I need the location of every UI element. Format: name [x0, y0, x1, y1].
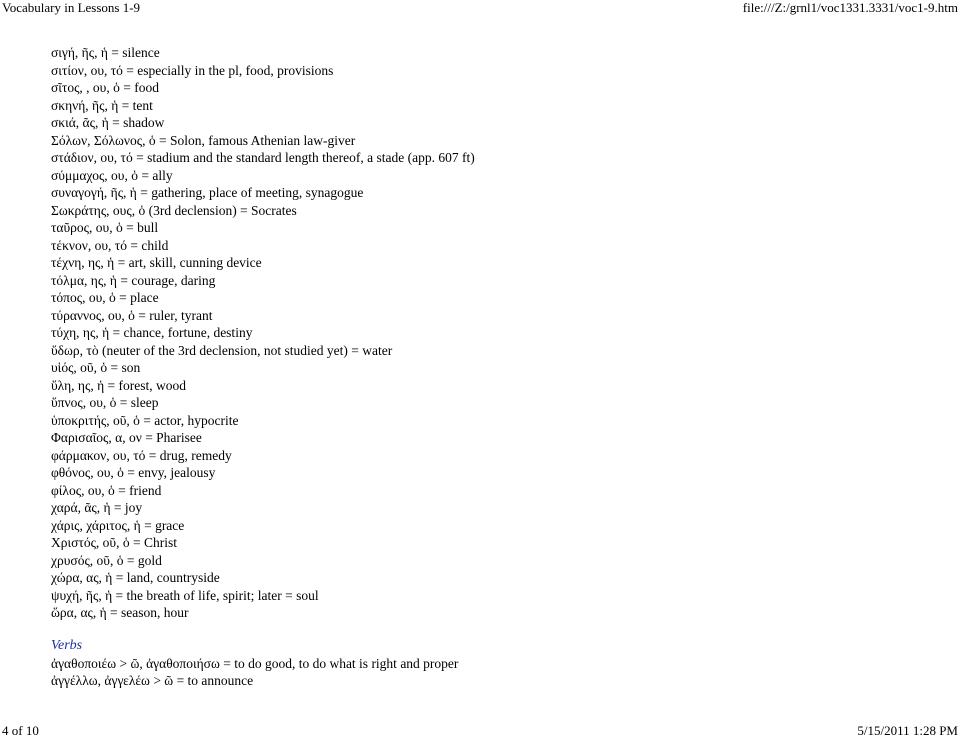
- vocab-entry: σκιά, ᾶς, ἡ = shadow: [51, 115, 165, 130]
- vocab-entry: ψυχή, ῆς, ἡ = the breath of life, spirit; later = soul: [51, 587, 319, 603]
- vocab-entry: τέχνη, ης, ἡ = art, skill, cunning device: [51, 255, 262, 270]
- vocab-entry: χάρις, χάριτος, ἡ = grace: [51, 517, 185, 533]
- vocab-entry: ὕπνος, ου, ὁ = sleep: [51, 395, 159, 410]
- vocab-entry: τέκνον, ου, τό = child: [51, 237, 169, 253]
- vocab-entry: σιτίον, ου, τό = especially in the pl, food, provisions: [51, 62, 334, 78]
- print-header: [0, 0, 960, 16]
- vocab-entry: χρυσός, οῦ, ὁ = gold: [51, 552, 162, 568]
- noun-list: [51, 44, 931, 622]
- document-url: file:///Z:/grnl1/voc1331.3331/voc1-9.htm: [742, 0, 958, 15]
- vocab-entry: Σόλων, Σόλωνος, ὁ = Solon, famous Athenian law-giver: [51, 132, 356, 148]
- print-datetime: 5/15/2011 1:28 PM: [857, 723, 958, 738]
- page-number: 4 of 10: [2, 723, 39, 738]
- vocab-entry: φθόνος, ου, ὁ = envy, jealousy: [51, 465, 216, 480]
- vocab-entry: υἱός, οῦ, ὁ = son: [51, 360, 141, 375]
- vocab-entry: τύχη, ης, ἡ = chance, fortune, destiny: [51, 325, 253, 340]
- vocab-entry: ταῦρος, ου, ὁ = bull: [51, 220, 159, 235]
- vocab-entry: Σωκράτης, ους, ὁ (3rd declension) = Socrates: [51, 202, 297, 218]
- document-title: Vocabulary in Lessons 1-9: [2, 0, 141, 15]
- vocab-entry: φίλος, ου, ὁ = friend: [51, 482, 162, 498]
- vocab-entry: συναγογή, ῆς, ἡ = gathering, place of meeting, synagogue: [51, 185, 364, 200]
- vocab-entry: σῖτος, , ου, ὁ = food: [51, 80, 159, 95]
- print-footer: [0, 722, 960, 740]
- vocab-entry: ὥρα, ας, ἡ = season, hour: [51, 605, 189, 620]
- vocab-entry: χαρά, ᾶς, ἡ = joy: [51, 500, 143, 515]
- vocab-entry: ἀγαθοποιέω > ῶ, ἀγαθοποιήσω = to do good, to do what is right and proper: [51, 655, 459, 671]
- vocab-entry: χώρα, ας, ἡ = land, countryside: [51, 570, 220, 585]
- vocab-entry: τόλμα, ης, ἡ = courage, daring: [51, 272, 216, 288]
- vocab-entry: σκηνή, ῆς, ἡ = tent: [51, 97, 153, 113]
- vocab-entry: στάδιον, ου, τό = stadium and the standard length thereof, a stade (app. 607 ft): [51, 150, 475, 165]
- vocab-entry: τύραννος, ου, ὁ = ruler, tyrant: [51, 307, 213, 323]
- vocab-entry: ἀγγέλλω, ἀγγελέω > ῶ = to announce: [51, 673, 254, 688]
- vocab-entry: σύμμαχος, ου, ὁ = ally: [51, 167, 173, 183]
- vocab-entry: ὕλη, ης, ἡ = forest, wood: [51, 377, 186, 393]
- vocab-entry: τόπος, ου, ὁ = place: [51, 290, 159, 305]
- vocab-entry: φάρμακον, ου, τό = drug, remedy: [51, 447, 232, 463]
- vocabulary-content: [51, 44, 931, 690]
- vocab-entry: ὑποκριτής, οῦ, ὁ = actor, hypocrite: [51, 412, 239, 428]
- vocab-entry: Φαρισαῖος, α, ον = Pharisee: [51, 430, 202, 445]
- vocab-entry: ὕδωρ, τὸ (neuter of the 3rd declension, not studied yet) = water: [51, 342, 393, 358]
- verb-list: [51, 655, 931, 690]
- vocab-entry: σιγή, ῆς, ἡ = silence: [51, 45, 160, 60]
- verbs-heading: Verbs: [51, 637, 83, 653]
- vocab-entry: Χριστός, οῦ, ὁ = Christ: [51, 535, 177, 550]
